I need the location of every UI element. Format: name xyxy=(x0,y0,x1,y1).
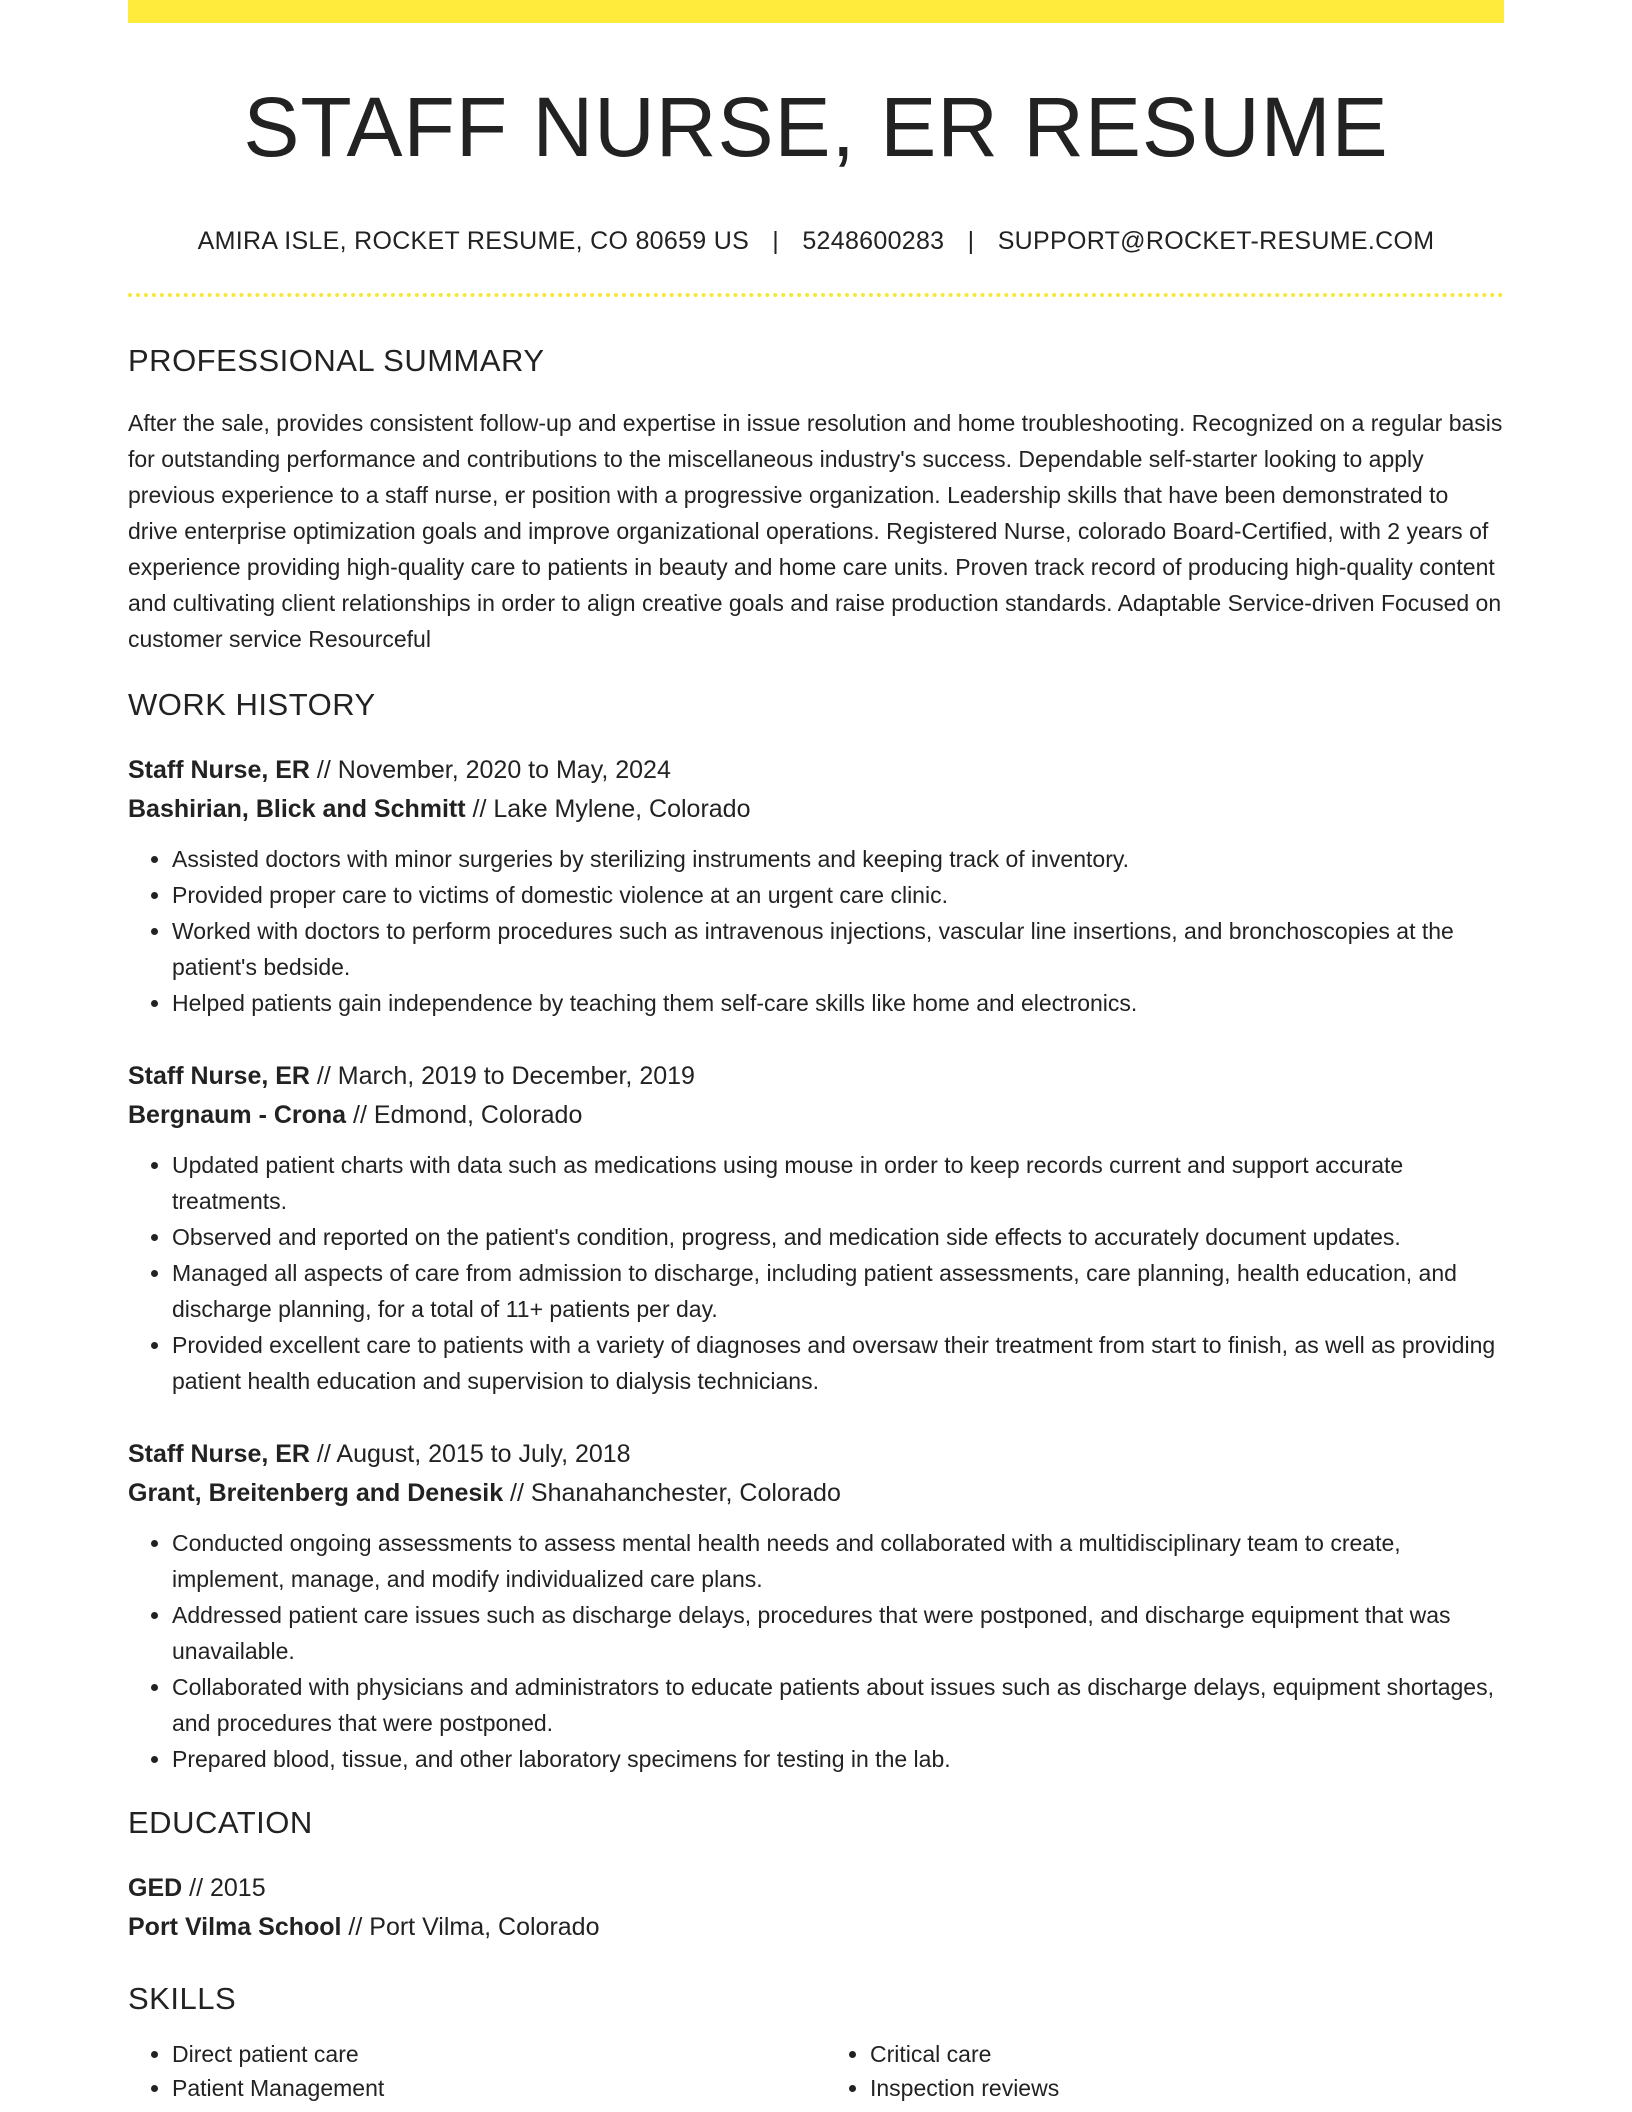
job-dates: March, 2019 to December, 2019 xyxy=(337,1062,695,1091)
line-separator: // xyxy=(309,1440,337,1469)
job-duties-list xyxy=(128,1147,1504,1399)
job-company-line xyxy=(128,1474,1504,1513)
contact-separator: | xyxy=(967,227,975,256)
education-location: Port Vilma, Colorado xyxy=(369,1913,600,1942)
job-title: Staff Nurse, ER xyxy=(128,756,310,785)
accent-top-bar xyxy=(128,0,1504,23)
job-duty-item: • Assisted doctors with minor surgeries by sterilizing instruments and keeping track of inventory. xyxy=(172,841,1504,877)
job-company: Bashirian, Blick and Schmitt xyxy=(128,795,466,824)
line-separator: // xyxy=(309,1062,338,1091)
job-title-line xyxy=(128,751,1504,790)
education-school: Port Vilma School xyxy=(128,1913,342,1942)
job-dates: November, 2020 to May, 2024 xyxy=(337,756,671,785)
resume-title: STAFF NURSE, ER RESUME xyxy=(243,80,1389,174)
education-heading: EDUCATION xyxy=(128,1805,313,1841)
line-separator: // xyxy=(309,756,338,785)
summary-text: After the sale, provides consistent follow-up and expertise in issue resolution and home troubleshooting. Recognized on a regular basis for outstanding performance and contributions to the miscellaneous industry's success. Dependable self-starter looking to apply previous experience to a staff nurse, er position with a progressive organization. Leadership skills that have been demonstrated to drive enterprise optimization goals and improve organizational operations. Registered Nurse, colorado Board-Certified, with 2 years of experience providing high-quality care to patients in beauty and home care units. Proven track record of producing high-quality content and cultivating client relationships in order to align creative goals and raise production standards. Adaptable Service-driven Focused on customer service Resourceful xyxy=(128,410,1503,653)
job-company-line xyxy=(128,1096,1504,1135)
job-company-line xyxy=(128,790,1504,829)
job-entry xyxy=(128,1435,1504,1777)
contact-address: AMIRA ISLE, ROCKET RESUME, CO 80659 US xyxy=(197,227,750,256)
job-duty-item: • Collaborated with physicians and administrators to educate patients about issues such as discharge delays, equipment shortages, and procedures that were postponed. xyxy=(172,1669,1504,1741)
job-duties-list xyxy=(128,841,1504,1021)
education-school-line xyxy=(128,1908,1504,1947)
job-duty-item: • Conducted ongoing assessments to assess mental health needs and collaborated with a multidisciplinary team to create, implement, manage, and modify individualized care plans. xyxy=(172,1525,1504,1597)
education-degree-line xyxy=(128,1869,1504,1908)
job-duty-item: • Updated patient charts with data such as medications using mouse in order to keep records current and support accurate treatments. xyxy=(172,1147,1504,1219)
job-duty-item: • Provided proper care to victims of domestic violence at an urgent care clinic. xyxy=(172,877,1504,913)
line-separator: // xyxy=(465,795,494,824)
skills-right-column xyxy=(826,2037,1504,2105)
education-entry xyxy=(128,1869,1504,1947)
resume-page xyxy=(128,0,1504,2105)
education-degree: GED xyxy=(128,1874,183,1903)
work-history-list xyxy=(128,751,1504,1777)
job-duty-item: • Worked with doctors to perform procedures such as intravenous injections, vascular line insertions, and bronchoscopies at the patient's bedside. xyxy=(172,913,1504,985)
line-separator: // xyxy=(341,1913,370,1942)
job-entry xyxy=(128,751,1504,1021)
job-duty-item: • Helped patients gain independence by teaching them self-care skills like home and electronics. xyxy=(172,985,1504,1021)
education-year: 2015 xyxy=(209,1874,266,1903)
skills-grid xyxy=(128,2037,1504,2105)
skill-item: • Inspection reviews xyxy=(870,2071,1504,2105)
job-title-line xyxy=(128,1435,1504,1474)
job-dates: August, 2015 to July, 2018 xyxy=(336,1440,631,1469)
job-company: Bergnaum - Crona xyxy=(128,1101,347,1130)
job-location: Edmond, Colorado xyxy=(373,1101,583,1130)
line-separator: // xyxy=(346,1101,374,1130)
job-location: Lake Mylene, Colorado xyxy=(493,795,751,824)
job-duty-item: • Provided excellent care to patients with a variety of diagnoses and oversaw their treatment from start to finish, as well as providing patient health education and supervision to dialysis technicians. xyxy=(172,1327,1504,1399)
skill-item: • Critical care xyxy=(870,2037,1504,2071)
job-entry xyxy=(128,1057,1504,1399)
contact-phone: 5248600283 xyxy=(802,227,945,256)
skills-heading: SKILLS xyxy=(128,1981,237,2017)
job-title: Staff Nurse, ER xyxy=(128,1440,310,1469)
contact-line xyxy=(128,227,1504,256)
line-separator: // xyxy=(182,1874,210,1903)
job-duties-list xyxy=(128,1525,1504,1777)
line-separator: // xyxy=(503,1479,531,1508)
job-company: Grant, Breitenberg and Denesik xyxy=(128,1479,504,1508)
job-duty-item: • Prepared blood, tissue, and other laboratory specimens for testing in the lab. xyxy=(172,1741,1504,1777)
skill-item: • Direct patient care xyxy=(172,2037,806,2071)
job-title-line xyxy=(128,1057,1504,1096)
skills-left-column xyxy=(128,2037,806,2105)
job-duty-item: • Observed and reported on the patient's condition, progress, and medication side effects to accurately document updates. xyxy=(172,1219,1504,1255)
dotted-divider xyxy=(128,293,1504,297)
contact-separator: | xyxy=(772,227,780,256)
job-title: Staff Nurse, ER xyxy=(128,1062,310,1091)
summary-heading: PROFESSIONAL SUMMARY xyxy=(128,343,545,379)
job-duty-item: • Addressed patient care issues such as discharge delays, procedures that were postponed, and discharge equipment that was unavailable. xyxy=(172,1597,1504,1669)
work-history-heading: WORK HISTORY xyxy=(128,687,376,723)
job-location: Shanahanchester, Colorado xyxy=(530,1479,841,1508)
contact-email: SUPPORT@ROCKET-RESUME.COM xyxy=(997,227,1435,256)
job-duty-item: • Managed all aspects of care from admission to discharge, including patient assessments, care planning, health education, and discharge planning, for a total of 11+ patients per day. xyxy=(172,1255,1504,1327)
skill-item: • Patient Management xyxy=(172,2071,806,2105)
